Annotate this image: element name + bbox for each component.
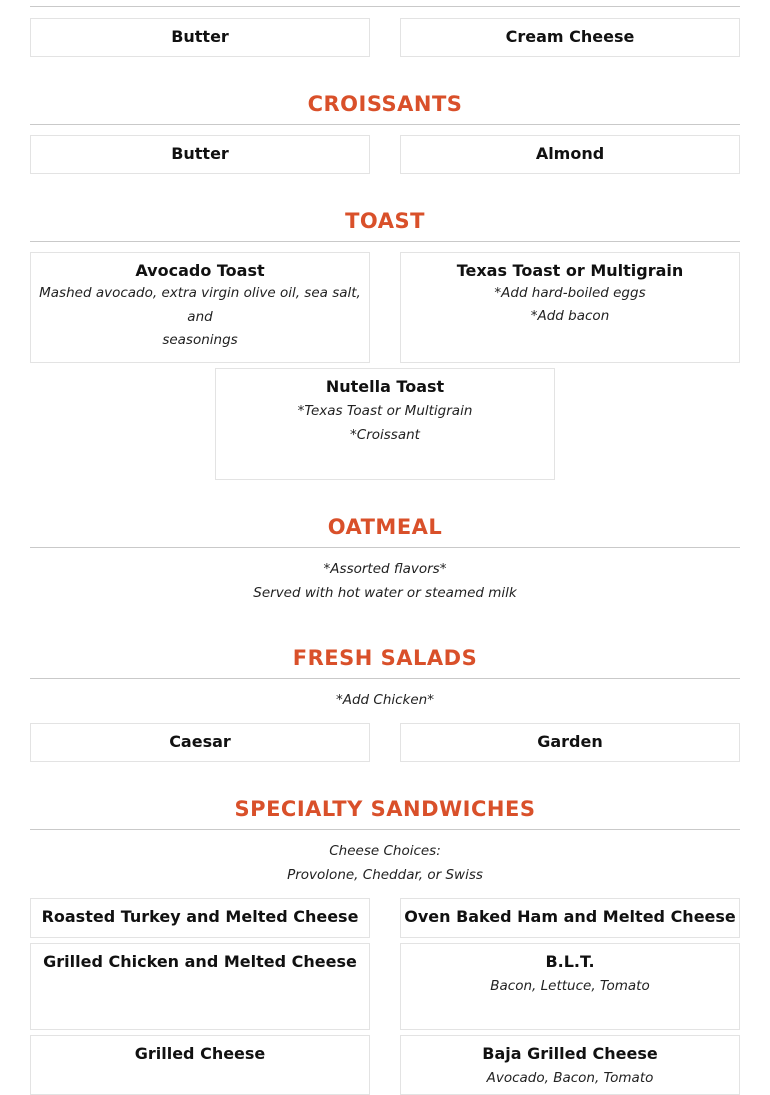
menu-item-name: Oven Baked Ham and Melted Cheese	[404, 907, 736, 926]
section-divider	[30, 829, 740, 830]
section-note: Provolone, Cheddar, or Swiss	[287, 867, 483, 883]
menu-item-name: Butter	[171, 144, 229, 163]
menu-item-name: Butter	[171, 27, 229, 46]
menu-item-name: Grilled Chicken and Melted Cheese	[43, 952, 357, 971]
section-note: *Assorted flavors*	[323, 561, 447, 577]
menu-item-description: *Add hard-boiled eggs	[494, 285, 646, 301]
menu-item-description: *Croissant	[350, 427, 420, 443]
section-heading-croissants: CROISSANTS	[307, 92, 463, 116]
menu-item-name: Nutella Toast	[325, 377, 445, 396]
menu-item-description: Mashed avocado, extra virgin olive oil, sea salt, and	[39, 285, 361, 325]
menu-item-name: Baja Grilled Cheese	[482, 1044, 658, 1063]
menu-item-description: Bacon, Lettuce, Tomato	[490, 978, 650, 994]
menu-item-card	[400, 135, 740, 174]
section-note: Served with hot water or steamed milk	[253, 585, 517, 601]
divider	[30, 6, 740, 7]
menu-item-card	[30, 18, 370, 57]
menu-item-description: *Add bacon	[530, 308, 610, 324]
section-divider	[30, 678, 740, 679]
menu-item-name: Avocado Toast	[135, 261, 265, 280]
section-divider	[30, 241, 740, 242]
menu-item-name: Grilled Cheese	[134, 1044, 266, 1063]
menu-item-name: B.L.T.	[545, 952, 595, 971]
section-heading-toast: TOAST	[345, 209, 425, 233]
menu-item-card	[30, 135, 370, 174]
menu-item-card	[30, 723, 370, 762]
menu-item-name: Roasted Turkey and Melted Cheese	[41, 907, 359, 926]
menu-item-card	[400, 252, 740, 363]
menu-item-card	[215, 368, 555, 480]
menu-item-description: seasonings	[162, 332, 238, 348]
menu-item-name: Cream Cheese	[505, 27, 635, 46]
menu-item-card	[400, 18, 740, 57]
menu-item-name: Almond	[535, 144, 605, 163]
menu-item-description: *Texas Toast or Multigrain	[297, 403, 473, 419]
menu-item-card	[400, 898, 740, 938]
menu-item-card	[30, 1035, 370, 1095]
section-divider	[30, 547, 740, 548]
menu-item-card	[400, 723, 740, 762]
section-note: *Add Chicken*	[335, 692, 434, 708]
menu-item-card	[400, 943, 740, 1030]
menu-item-description: Avocado, Bacon, Tomato	[486, 1070, 654, 1086]
section-note: Cheese Choices:	[329, 843, 441, 859]
section-divider	[30, 124, 740, 125]
menu-item-name: Caesar	[169, 732, 231, 751]
section-heading-salads: FRESH SALADS	[292, 646, 478, 670]
menu-item-card	[400, 1035, 740, 1095]
section-heading-sandwiches: SPECIALTY SANDWICHES	[234, 797, 536, 821]
menu-item-name: Garden	[537, 732, 603, 751]
menu-item-card	[30, 898, 370, 938]
menu-item-card	[30, 943, 370, 1030]
section-heading-oatmeal: OATMEAL	[327, 515, 443, 539]
menu-item-name: Texas Toast or Multigrain	[456, 261, 684, 280]
menu-item-card	[30, 252, 370, 363]
